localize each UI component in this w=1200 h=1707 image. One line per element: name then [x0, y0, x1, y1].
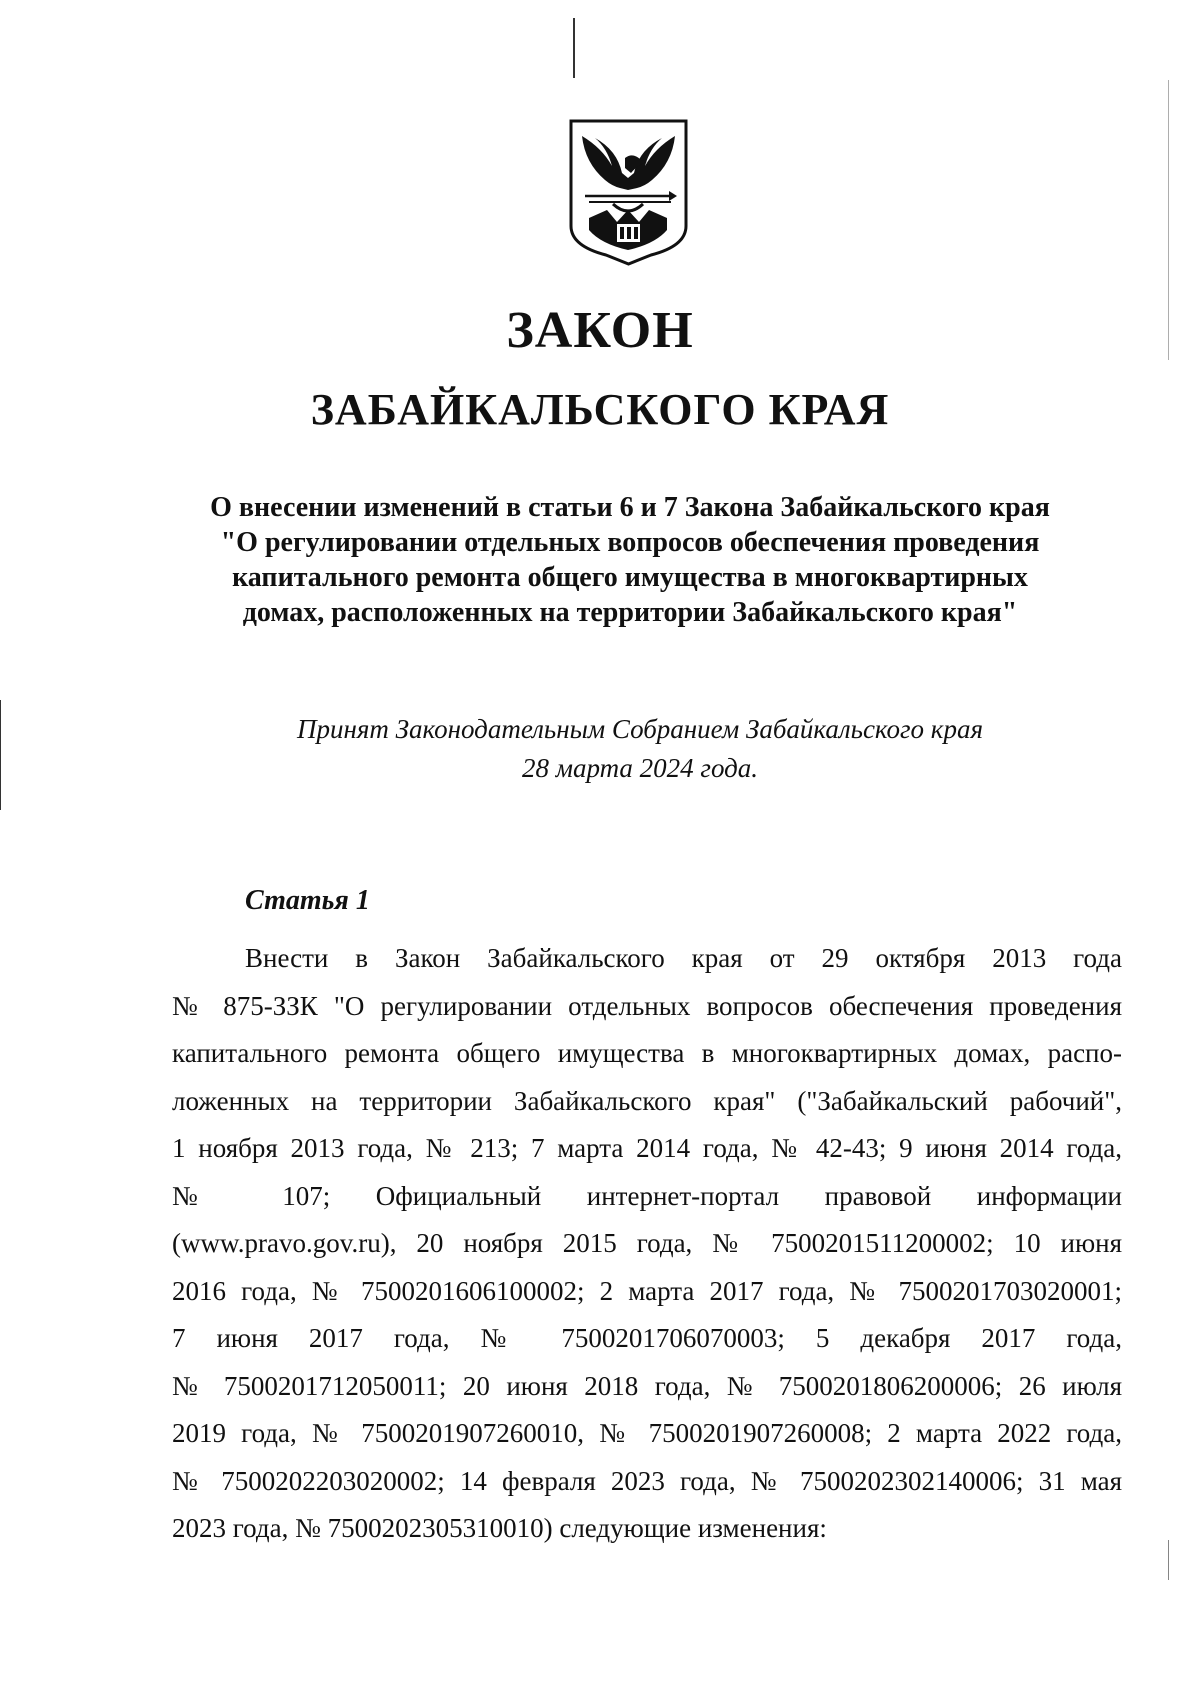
article-line: 2019 года, № 7500201907260010, № 7500201907260008; 2 марта 2022 года,: [172, 1418, 1122, 1448]
document-title-region: ЗАБАЙКАЛЬСКОГО КРАЯ: [310, 385, 890, 434]
article-line: № 7500201712050011; 20 июня 2018 года, № 7500201806200006; 26 июля: [172, 1370, 1122, 1401]
article-line: № 7500202203020002; 14 февраля 2023 года, № 7500202302140006; 31 мая: [172, 1465, 1122, 1496]
scan-artifact: [1168, 1540, 1169, 1580]
law-name-line: домах, расположенных на территории Забайкальского края": [242, 597, 1018, 628]
article-line: (www.pravo.gov.ru), 20 ноября 2015 года, № 7500201511200002; 10 июня: [172, 1228, 1122, 1258]
article-line: 1 ноября 2013 года, № 213; 7 марта 2014 года, № 42-43; 9 июня 2014 года,: [172, 1133, 1122, 1163]
article-line: Внести в Закон Забайкальского края от 29 октября 2013 года: [245, 943, 1122, 973]
adoption-date: 28 марта 2024 года.: [521, 753, 759, 783]
article-line: 7 июня 2017 года, № 7500201706070003; 5 декабря 2017 года,: [172, 1323, 1122, 1353]
law-name-line: "О регулировании отдельных вопросов обеспечения проведения: [220, 527, 1040, 558]
article-line: 2023 года, № 7500202305310010) следующие изменения:: [172, 1513, 827, 1543]
document-title: ЗАКОН: [506, 302, 694, 359]
adoption-note: [230, 710, 1050, 788]
article-line: 2016 года, № 7500201606100002; 2 марта 2017 года, № 7500201703020001;: [172, 1275, 1122, 1306]
adoption-line: Принят Законодательным Собранием Забайкальского края: [296, 714, 983, 744]
article-line: ложенных на территории Забайкальского края" ("Забайкальский рабочий",: [172, 1085, 1122, 1116]
article-body: [172, 935, 1122, 1553]
article-line: капитального ремонта общего имущества в многоквартирных домах, распо-: [172, 1038, 1122, 1068]
scan-artifact: [573, 18, 575, 78]
law-name: [150, 490, 1110, 630]
article-line: № 107; Официальный интернет-портал правовой информации: [172, 1180, 1122, 1211]
coat-of-arms-emblem: [567, 118, 690, 268]
law-name-line: О внесении изменений в статьи 6 и 7 Закона Забайкальского края: [210, 492, 1050, 523]
article-line: № 875-ЗЗК "О регулировании отдельных вопросов обеспечения проведения: [172, 990, 1122, 1021]
law-name-line: капитального ремонта общего имущества в многоквартирных: [232, 562, 1028, 593]
article-heading: Статья 1: [245, 885, 370, 916]
scan-artifact: [0, 700, 1, 810]
